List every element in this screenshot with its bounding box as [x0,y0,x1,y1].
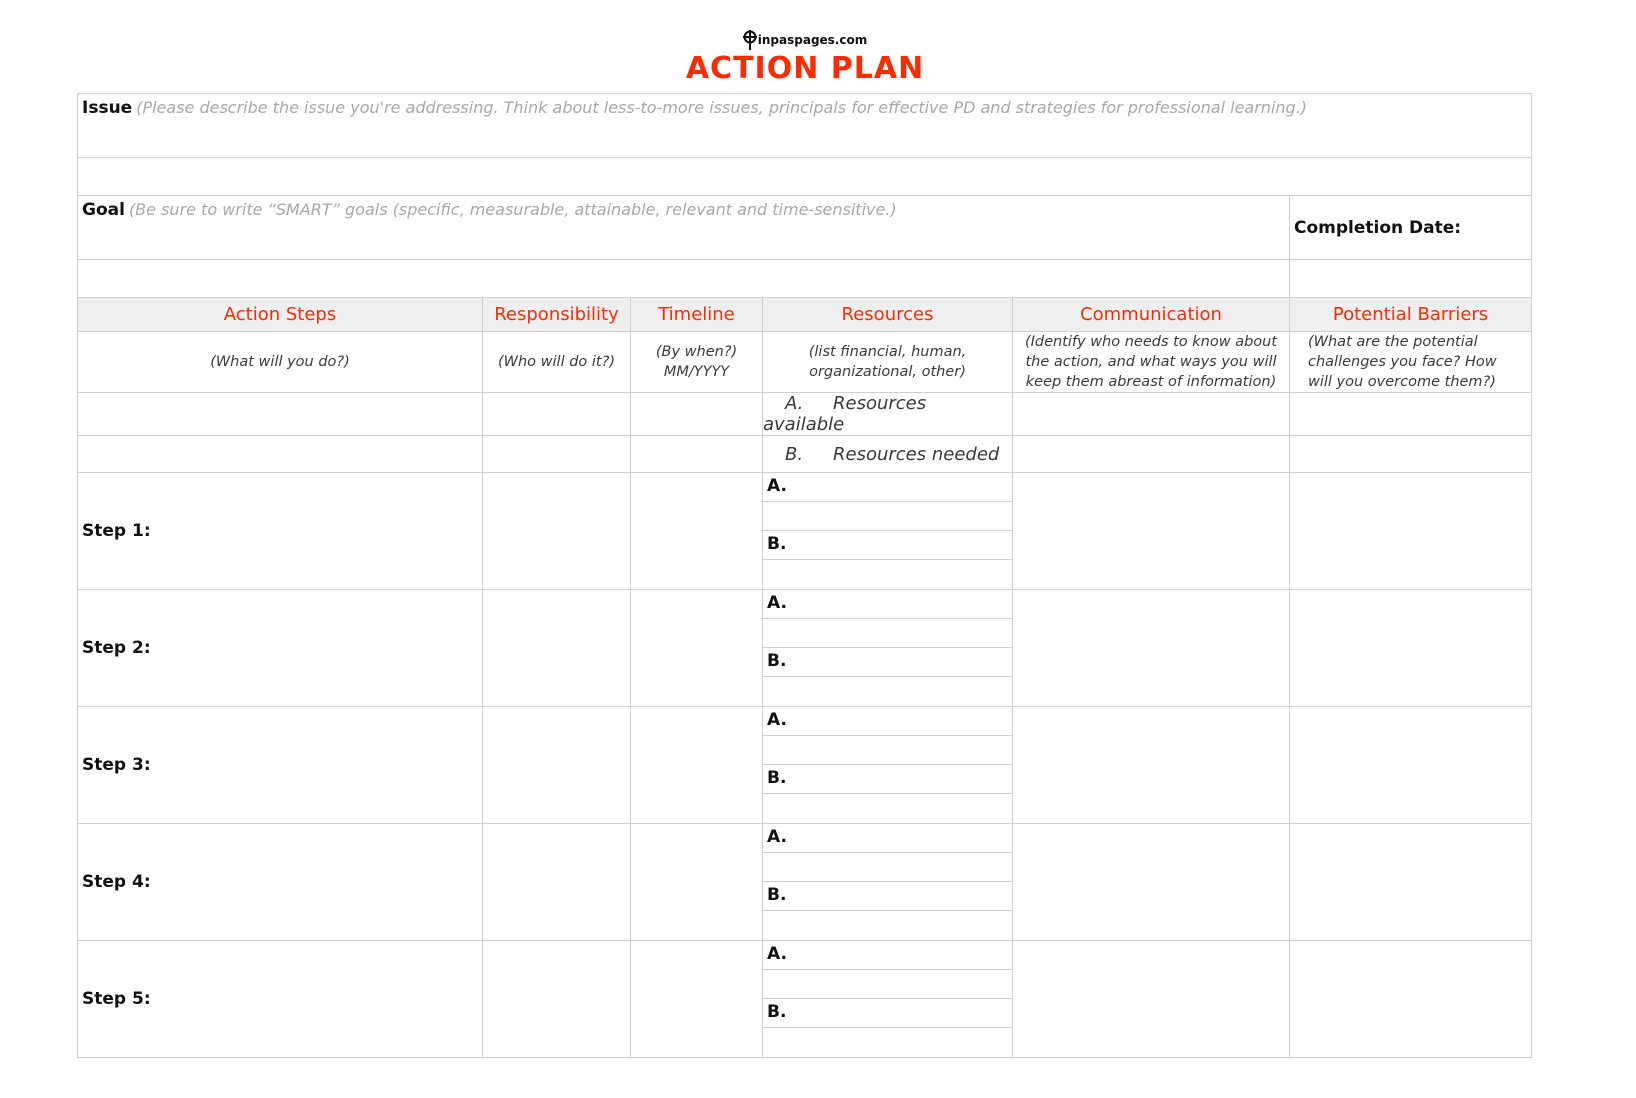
step-1-label: Step 1: [78,473,483,590]
page-title: ACTION PLAN [685,51,925,86]
step-3-resource-a-entry[interactable] [763,736,1012,765]
resources-available-label: A. Resources available [763,393,1013,436]
col-header-responsibility: Responsibility [483,298,631,332]
cell[interactable] [631,436,763,473]
step-1-resources[interactable] [763,473,1013,590]
table-row [78,707,1532,824]
issue-hint: (Please describe the issue you're addressing. Think about less-to-more issues, principals for effective PD and strategies for professional learning.) [136,98,1308,117]
step-4-resource-a[interactable]: A. [763,824,1012,853]
step-3-resource-b-entry[interactable] [763,794,1012,823]
step-4-timeline[interactable] [631,824,763,941]
cell[interactable] [78,436,483,473]
step-5-barriers[interactable] [1290,941,1532,1058]
step-5-resource-b[interactable]: B. [763,999,1012,1028]
hint-timeline: (By when?) MM/YYYY [631,332,763,393]
issue-cell[interactable] [78,94,1532,158]
step-2-barriers[interactable] [1290,590,1532,707]
table-row [78,824,1532,941]
step-4-resources[interactable] [763,824,1013,941]
col-header-timeline: Timeline [631,298,763,332]
hint-communication: (Identify who needs to know about the action, and what ways you will keep them abreast of information) [1013,332,1290,393]
resources-needed-label: B. Resources needed [763,436,1013,473]
step-4-barriers[interactable] [1290,824,1532,941]
hint-responsibility: (Who will do it?) [483,332,631,393]
step-4-label: Step 4: [78,824,483,941]
cell[interactable] [1013,436,1290,473]
step-2-communication[interactable] [1013,590,1290,707]
cell[interactable] [483,393,631,436]
step-2-responsibility[interactable] [483,590,631,707]
cell[interactable] [631,393,763,436]
step-5-label: Step 5: [78,941,483,1058]
col-header-action-steps: Action Steps [78,298,483,332]
col-header-communication: Communication [1013,298,1290,332]
col-header-potential-barriers: Potential Barriers [1290,298,1532,332]
goal-cell[interactable] [78,196,1290,260]
step-3-barriers[interactable] [1290,707,1532,824]
step-5-resource-a-entry[interactable] [763,970,1012,999]
step-1-resource-a[interactable]: A. [763,473,1012,502]
step-1-responsibility[interactable] [483,473,631,590]
step-5-communication[interactable] [1013,941,1290,1058]
completion-date-entry[interactable] [1290,260,1532,298]
step-4-resource-b[interactable]: B. [763,882,1012,911]
step-4-resource-a-entry[interactable] [763,853,1012,882]
cell[interactable] [78,393,483,436]
step-3-resource-a[interactable]: A. [763,707,1012,736]
goal-hint: (Be sure to write “SMART” goals (specific, measurable, attainable, relevant and time-sensitive.) [128,200,897,219]
step-1-timeline[interactable] [631,473,763,590]
action-plan-table [77,93,1532,1058]
step-3-label: Step 3: [78,707,483,824]
issue-entry-row[interactable] [78,158,1532,196]
step-1-communication[interactable] [1013,473,1290,590]
step-3-responsibility[interactable] [483,707,631,824]
step-4-resource-b-entry[interactable] [763,911,1012,940]
table-row [78,473,1532,590]
step-1-resource-b-entry[interactable] [763,560,1012,589]
step-3-resource-b[interactable]: B. [763,765,1012,794]
hint-resources: (list financial, human, organizational, other) [763,332,1013,393]
brand-logo [0,30,1610,50]
step-5-responsibility[interactable] [483,941,631,1058]
step-5-resource-a[interactable]: A. [763,941,1012,970]
step-2-resource-a[interactable]: A. [763,590,1012,619]
goal-label: Goal [82,200,125,220]
table-row [78,590,1532,707]
cell[interactable] [483,436,631,473]
step-4-communication[interactable] [1013,824,1290,941]
step-2-resource-a-entry[interactable] [763,619,1012,648]
step-2-resources[interactable] [763,590,1013,707]
step-1-barriers[interactable] [1290,473,1532,590]
step-4-responsibility[interactable] [483,824,631,941]
step-2-label: Step 2: [78,590,483,707]
goal-entry-row[interactable] [78,260,1290,298]
cell[interactable] [1290,393,1532,436]
step-3-resources[interactable] [763,707,1013,824]
completion-date-cell[interactable] [1290,196,1532,260]
col-header-resources: Resources [763,298,1013,332]
step-3-communication[interactable] [1013,707,1290,824]
cell[interactable] [1013,393,1290,436]
step-1-resource-a-entry[interactable] [763,502,1012,531]
brand-name: inpaspages.com [757,33,868,47]
hint-potential-barriers: (What are the potential challenges you face? How will you overcome them?) [1290,332,1532,393]
step-2-timeline[interactable] [631,590,763,707]
step-3-timeline[interactable] [631,707,763,824]
step-5-resources[interactable] [763,941,1013,1058]
step-5-resource-b-entry[interactable] [763,1028,1012,1057]
step-2-resource-b[interactable]: B. [763,648,1012,677]
pin-icon [743,30,757,50]
table-row [78,941,1532,1058]
step-5-timeline[interactable] [631,941,763,1058]
hint-action-steps: (What will you do?) [78,332,483,393]
cell[interactable] [1290,436,1532,473]
step-2-resource-b-entry[interactable] [763,677,1012,706]
issue-label: Issue [82,98,133,118]
completion-date-label: Completion Date: [1294,217,1462,238]
step-1-resource-b[interactable]: B. [763,531,1012,560]
